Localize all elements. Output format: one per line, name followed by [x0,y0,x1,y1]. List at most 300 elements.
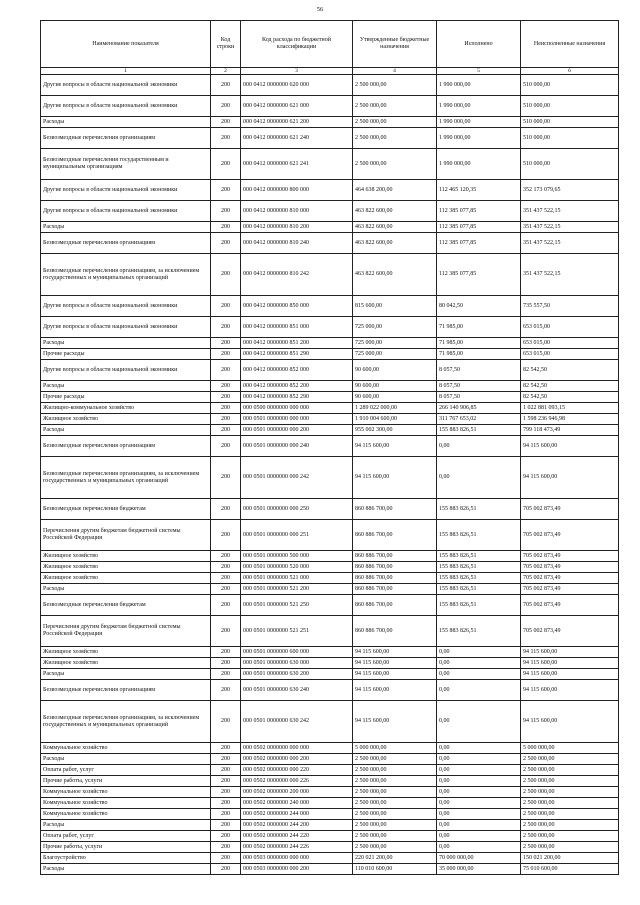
table-row [41,338,619,349]
cell-expense-code: 000 0501 0000000 630 000 [241,658,353,669]
table-row [41,647,619,658]
cell-executed: 1 990 000,00 [437,128,521,149]
cell-expense-code: 000 0501 0000000 521 251 [241,616,353,647]
cell-approved: 2 500 000,00 [353,96,437,117]
cell-line-code: 200 [211,338,241,349]
cell-expense-code: 000 0502 0000000 244 220 [241,831,353,842]
cell-expense-code: 000 0502 0000000 244 000 [241,809,353,820]
cell-executed: 8 057,50 [437,392,521,403]
cell-executed: 311 767 653,02 [437,414,521,425]
header-row [41,21,619,68]
cell-line-code: 200 [211,222,241,233]
cell-indicator-name: Безвозмездные перечисления организациям, за исключением государственных и муниципальных организаций [41,457,211,499]
cell-executed: 1 990 000,00 [437,149,521,180]
cell-unexecuted: 799 118 473,49 [521,425,619,436]
cell-indicator-name: Безвозмездные перечисления бюджетам [41,595,211,616]
cell-indicator-name: Безвозмездные перечисления организациям, за исключением государственных и муниципальных организаций [41,701,211,743]
header-unexecuted: Неисполненные назначения [521,21,619,68]
cell-expense-code: 000 0412 0000000 621 240 [241,128,353,149]
table-row [41,499,619,520]
cell-approved: 464 638 200,00 [353,180,437,201]
cell-expense-code: 000 0412 0000000 852 000 [241,360,353,381]
table-row [41,75,619,96]
cell-unexecuted: 82 542,50 [521,381,619,392]
cell-unexecuted: 735 557,50 [521,296,619,317]
cell-indicator-name: Коммунальное хозяйство [41,798,211,809]
cell-approved: 860 886 700,00 [353,499,437,520]
cell-approved: 860 886 700,00 [353,562,437,573]
cell-indicator-name: Расходы [41,754,211,765]
cell-executed: 0,00 [437,820,521,831]
cell-indicator-name: Расходы [41,117,211,128]
cell-expense-code: 000 0502 0000000 200 000 [241,787,353,798]
cell-approved: 2 500 000,00 [353,831,437,842]
cell-unexecuted: 351 437 522,15 [521,254,619,296]
cell-line-code: 200 [211,658,241,669]
cell-executed: 155 883 826,51 [437,520,521,551]
cell-line-code: 200 [211,75,241,96]
column-number: 4 [353,68,437,75]
cell-approved: 94 115 600,00 [353,457,437,499]
cell-approved: 815 600,00 [353,296,437,317]
cell-executed: 0,00 [437,765,521,776]
cell-line-code: 200 [211,360,241,381]
table-row [41,853,619,864]
cell-executed: 112 385 077,85 [437,254,521,296]
cell-line-code: 200 [211,403,241,414]
cell-indicator-name: Оплата работ, услуг [41,831,211,842]
cell-indicator-name: Жилищное хозяйство [41,562,211,573]
cell-executed: 112 385 077,85 [437,233,521,254]
cell-indicator-name: Расходы [41,381,211,392]
table-row [41,616,619,647]
cell-approved: 2 500 000,00 [353,842,437,853]
cell-executed: 266 140 906,85 [437,403,521,414]
cell-executed: 1 990 000,00 [437,96,521,117]
cell-indicator-name: Прочие расходы [41,392,211,403]
cell-expense-code: 000 0501 0000000 521 200 [241,584,353,595]
cell-unexecuted: 705 002 873,49 [521,520,619,551]
table-row [41,222,619,233]
cell-unexecuted: 705 002 873,49 [521,616,619,647]
cell-executed: 0,00 [437,647,521,658]
cell-unexecuted: 2 500 000,00 [521,787,619,798]
table-body [41,75,619,875]
header-expense-code: Код расхода по бюджетной классификации [241,21,353,68]
cell-unexecuted: 1 598 236 946,98 [521,414,619,425]
cell-line-code: 200 [211,392,241,403]
cell-indicator-name: Жилищное хозяйство [41,551,211,562]
table-row [41,765,619,776]
cell-approved: 2 500 000,00 [353,149,437,180]
cell-line-code: 200 [211,584,241,595]
cell-approved: 2 500 000,00 [353,75,437,96]
cell-indicator-name: Перечисления другим бюджетам бюджетной системы Российской Федерации [41,520,211,551]
table-row [41,201,619,222]
cell-unexecuted: 351 437 522,15 [521,222,619,233]
header-executed: Исполнено [437,21,521,68]
cell-approved: 94 115 600,00 [353,680,437,701]
cell-approved: 94 115 600,00 [353,436,437,457]
header-line-code: Код строки [211,21,241,68]
cell-executed: 112 465 120,35 [437,180,521,201]
cell-executed: 0,00 [437,798,521,809]
cell-unexecuted: 94 115 600,00 [521,680,619,701]
table-row [41,425,619,436]
column-number: 6 [521,68,619,75]
cell-expense-code: 000 0412 0000000 851 000 [241,317,353,338]
cell-executed: 0,00 [437,787,521,798]
cell-approved: 725 000,00 [353,317,437,338]
table-row [41,414,619,425]
cell-line-code: 200 [211,96,241,117]
table-row [41,842,619,853]
cell-executed: 0,00 [437,658,521,669]
cell-expense-code: 000 0412 0000000 851 290 [241,349,353,360]
table-row [41,457,619,499]
cell-line-code: 200 [211,798,241,809]
cell-unexecuted: 653 015,00 [521,317,619,338]
cell-executed: 112 385 077,85 [437,222,521,233]
header-indicator-name: Наименование показателя [41,21,211,68]
cell-expense-code: 000 0412 0000000 621 000 [241,96,353,117]
table-row [41,595,619,616]
cell-indicator-name: Другие вопросы в области национальной экономики [41,75,211,96]
cell-executed: 155 883 826,51 [437,573,521,584]
table-row [41,820,619,831]
cell-line-code: 200 [211,381,241,392]
table-row [41,701,619,743]
cell-unexecuted: 510 000,00 [521,96,619,117]
cell-executed: 155 883 826,51 [437,499,521,520]
cell-unexecuted: 5 000 000,00 [521,743,619,754]
cell-executed: 155 883 826,51 [437,551,521,562]
table-row [41,317,619,338]
cell-indicator-name: Расходы [41,584,211,595]
cell-unexecuted: 2 500 000,00 [521,754,619,765]
cell-unexecuted: 705 002 873,49 [521,551,619,562]
cell-line-code: 200 [211,317,241,338]
cell-expense-code: 000 0503 0000000 000 000 [241,853,353,864]
cell-expense-code: 000 0501 0000000 521 250 [241,595,353,616]
table-row [41,520,619,551]
cell-approved: 5 000 000,00 [353,743,437,754]
cell-unexecuted: 94 115 600,00 [521,701,619,743]
table-row [41,180,619,201]
cell-indicator-name: Прочие работы, услуги [41,776,211,787]
cell-unexecuted: 75 010 600,00 [521,864,619,875]
cell-expense-code: 000 0501 0000000 500 000 [241,551,353,562]
cell-expense-code: 000 0501 0000000 000 200 [241,425,353,436]
cell-unexecuted: 94 115 600,00 [521,658,619,669]
cell-unexecuted: 510 000,00 [521,117,619,128]
cell-indicator-name: Безвозмездные перечисления организациям, за исключением государственных и муниципальных организаций [41,254,211,296]
cell-approved: 2 500 000,00 [353,787,437,798]
cell-expense-code: 000 0502 0000000 000 200 [241,754,353,765]
column-number: 5 [437,68,521,75]
table-row [41,658,619,669]
cell-expense-code: 000 0501 0000000 520 000 [241,562,353,573]
cell-indicator-name: Расходы [41,864,211,875]
cell-line-code: 200 [211,128,241,149]
cell-approved: 725 000,00 [353,338,437,349]
table-row [41,809,619,820]
cell-executed: 0,00 [437,754,521,765]
cell-unexecuted: 94 115 600,00 [521,457,619,499]
cell-expense-code: 000 0503 0000000 000 200 [241,864,353,875]
cell-approved: 463 822 600,00 [353,254,437,296]
table-row [41,798,619,809]
cell-approved: 220 021 200,00 [353,853,437,864]
cell-indicator-name: Безвозмездные перечисления организациям [41,128,211,149]
cell-approved: 94 115 600,00 [353,658,437,669]
cell-approved: 860 886 700,00 [353,573,437,584]
cell-approved: 110 010 600,00 [353,864,437,875]
cell-expense-code: 000 0412 0000000 851 200 [241,338,353,349]
cell-expense-code: 000 0412 0000000 810 200 [241,222,353,233]
cell-expense-code: 000 0501 0000000 630 242 [241,701,353,743]
cell-executed: 70 000 000,00 [437,853,521,864]
cell-unexecuted: 510 000,00 [521,149,619,180]
table-row [41,392,619,403]
cell-expense-code: 000 0412 0000000 810 242 [241,254,353,296]
cell-approved: 2 500 000,00 [353,128,437,149]
cell-unexecuted: 510 000,00 [521,128,619,149]
cell-approved: 2 500 000,00 [353,765,437,776]
cell-indicator-name: Безвозмездные перечисления организациям [41,680,211,701]
table-row [41,149,619,180]
cell-executed: 35 000 000,00 [437,864,521,875]
cell-indicator-name: Прочие расходы [41,349,211,360]
cell-indicator-name: Другие вопросы в области национальной экономики [41,317,211,338]
cell-approved: 94 115 600,00 [353,669,437,680]
cell-line-code: 200 [211,680,241,701]
cell-unexecuted: 705 002 873,49 [521,584,619,595]
cell-unexecuted: 82 542,50 [521,392,619,403]
table-row [41,787,619,798]
cell-approved: 955 002 300,00 [353,425,437,436]
cell-executed: 8 057,50 [437,360,521,381]
header-approved: Утвержденные бюджетные назначения [353,21,437,68]
cell-indicator-name: Коммунальное хозяйство [41,809,211,820]
cell-line-code: 200 [211,117,241,128]
cell-indicator-name: Жилищное хозяйство [41,573,211,584]
table-row [41,381,619,392]
cell-executed: 0,00 [437,669,521,680]
table-row [41,551,619,562]
cell-line-code: 200 [211,595,241,616]
cell-line-code: 200 [211,233,241,254]
cell-line-code: 200 [211,701,241,743]
cell-line-code: 200 [211,425,241,436]
cell-indicator-name: Безвозмездные перечисления организациям [41,233,211,254]
cell-unexecuted: 351 437 522,15 [521,233,619,254]
cell-unexecuted: 2 500 000,00 [521,831,619,842]
table-row [41,562,619,573]
table-row [41,831,619,842]
cell-line-code: 200 [211,573,241,584]
cell-unexecuted: 705 002 873,49 [521,499,619,520]
table-row [41,96,619,117]
table-row [41,360,619,381]
cell-indicator-name: Коммунальное хозяйство [41,787,211,798]
cell-approved: 2 500 000,00 [353,809,437,820]
cell-expense-code: 000 0501 0000000 000 251 [241,520,353,551]
cell-unexecuted: 705 002 873,49 [521,573,619,584]
cell-approved: 90 600,00 [353,381,437,392]
cell-indicator-name: Благоустройство [41,853,211,864]
table-row [41,754,619,765]
cell-line-code: 200 [211,616,241,647]
cell-expense-code: 000 0501 0000000 000 240 [241,436,353,457]
cell-line-code: 200 [211,499,241,520]
column-number: 2 [211,68,241,75]
table-row [41,573,619,584]
cell-expense-code: 000 0502 0000000 000 220 [241,765,353,776]
cell-executed: 0,00 [437,457,521,499]
cell-line-code: 200 [211,551,241,562]
cell-executed: 155 883 826,51 [437,584,521,595]
cell-line-code: 200 [211,296,241,317]
cell-line-code: 200 [211,776,241,787]
cell-unexecuted: 94 115 600,00 [521,669,619,680]
table-row [41,128,619,149]
cell-expense-code: 000 0412 0000000 852 200 [241,381,353,392]
cell-line-code: 200 [211,149,241,180]
budget-execution-table [40,20,619,875]
table-row [41,680,619,701]
cell-line-code: 200 [211,180,241,201]
cell-executed: 155 883 826,51 [437,595,521,616]
table-row [41,403,619,414]
cell-indicator-name: Другие вопросы в области национальной экономики [41,296,211,317]
cell-approved: 2 500 000,00 [353,117,437,128]
cell-indicator-name: Другие вопросы в области национальной экономики [41,360,211,381]
cell-executed: 112 385 077,85 [437,201,521,222]
cell-unexecuted: 2 500 000,00 [521,842,619,853]
cell-executed: 0,00 [437,776,521,787]
column-number: 1 [41,68,211,75]
cell-executed: 0,00 [437,831,521,842]
cell-executed: 0,00 [437,436,521,457]
table-row [41,296,619,317]
cell-approved: 2 500 000,00 [353,754,437,765]
cell-executed: 0,00 [437,743,521,754]
cell-approved: 860 886 700,00 [353,520,437,551]
cell-line-code: 200 [211,754,241,765]
cell-indicator-name: Другие вопросы в области национальной экономики [41,180,211,201]
cell-expense-code: 000 0502 0000000 240 000 [241,798,353,809]
cell-expense-code: 000 0501 0000000 630 240 [241,680,353,701]
cell-unexecuted: 82 542,50 [521,360,619,381]
cell-unexecuted: 94 115 600,00 [521,436,619,457]
cell-unexecuted: 2 500 000,00 [521,809,619,820]
cell-expense-code: 000 0501 0000000 630 200 [241,669,353,680]
cell-executed: 8 057,50 [437,381,521,392]
cell-expense-code: 000 0412 0000000 850 000 [241,296,353,317]
cell-line-code: 200 [211,562,241,573]
cell-indicator-name: Безвозмездные перечисления государственным и муниципальным организациям [41,149,211,180]
cell-indicator-name: Жилищное хозяйство [41,647,211,658]
cell-expense-code: 000 0501 0000000 521 000 [241,573,353,584]
cell-executed: 71 985,00 [437,338,521,349]
table-row [41,254,619,296]
cell-indicator-name: Другие вопросы в области национальной экономики [41,201,211,222]
cell-indicator-name: Жилищное хозяйство [41,658,211,669]
cell-line-code: 200 [211,765,241,776]
cell-approved: 725 000,00 [353,349,437,360]
cell-approved: 90 600,00 [353,360,437,381]
cell-unexecuted: 2 500 000,00 [521,798,619,809]
table-row [41,864,619,875]
column-number: 3 [241,68,353,75]
cell-approved: 2 500 000,00 [353,776,437,787]
table-row [41,117,619,128]
table-row [41,743,619,754]
cell-unexecuted: 1 022 881 093,15 [521,403,619,414]
cell-unexecuted: 352 173 079,65 [521,180,619,201]
cell-unexecuted: 705 002 873,49 [521,595,619,616]
cell-executed: 0,00 [437,809,521,820]
cell-expense-code: 000 0502 0000000 000 000 [241,743,353,754]
cell-executed: 0,00 [437,842,521,853]
cell-line-code: 200 [211,457,241,499]
cell-line-code: 200 [211,669,241,680]
table-row [41,776,619,787]
table-row [41,233,619,254]
cell-expense-code: 000 0501 0000000 000 000 [241,414,353,425]
cell-approved: 860 886 700,00 [353,616,437,647]
table-row [41,669,619,680]
cell-unexecuted: 351 437 522,15 [521,201,619,222]
cell-line-code: 200 [211,254,241,296]
table-row [41,436,619,457]
cell-expense-code: 000 0412 0000000 621 241 [241,149,353,180]
cell-approved: 860 886 700,00 [353,595,437,616]
cell-expense-code: 000 0502 0000000 244 200 [241,820,353,831]
cell-approved: 90 600,00 [353,392,437,403]
cell-indicator-name: Коммунальное хозяйство [41,743,211,754]
cell-executed: 155 883 826,51 [437,562,521,573]
cell-unexecuted: 653 015,00 [521,338,619,349]
cell-indicator-name: Перечисления другим бюджетам бюджетной системы Российской Федерации [41,616,211,647]
page-number: 56 [316,6,324,13]
cell-expense-code: 000 0412 0000000 621 200 [241,117,353,128]
cell-executed: 0,00 [437,680,521,701]
cell-unexecuted: 94 115 600,00 [521,647,619,658]
cell-expense-code: 000 0412 0000000 620 000 [241,75,353,96]
cell-line-code: 200 [211,414,241,425]
cell-indicator-name: Расходы [41,338,211,349]
cell-unexecuted: 705 002 873,49 [521,562,619,573]
cell-line-code: 200 [211,820,241,831]
cell-approved: 463 822 600,00 [353,222,437,233]
cell-unexecuted: 150 021 200,00 [521,853,619,864]
cell-expense-code: 000 0412 0000000 810 240 [241,233,353,254]
cell-indicator-name: Оплата работ, услуг [41,765,211,776]
cell-line-code: 200 [211,864,241,875]
cell-expense-code: 000 0412 0000000 852 290 [241,392,353,403]
cell-expense-code: 000 0500 0000000 000 000 [241,403,353,414]
cell-indicator-name: Другие вопросы в области национальной экономики [41,96,211,117]
cell-unexecuted: 2 500 000,00 [521,776,619,787]
cell-indicator-name: Прочие работы, услуги [41,842,211,853]
cell-indicator-name: Жилищное хозяйство [41,414,211,425]
cell-line-code: 200 [211,349,241,360]
cell-expense-code: 000 0501 0000000 600 000 [241,647,353,658]
cell-indicator-name: Расходы [41,425,211,436]
cell-indicator-name: Расходы [41,820,211,831]
